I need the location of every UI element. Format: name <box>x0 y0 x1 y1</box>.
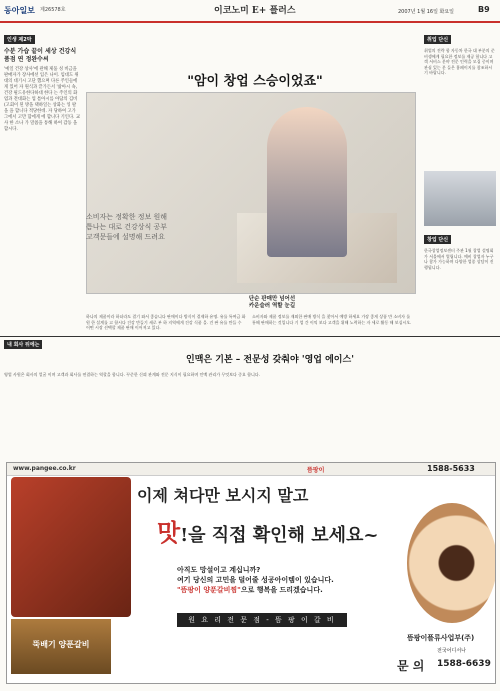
sidebar-column <box>4 26 80 133</box>
sidebar-title: 수분 가습 끝이 세상 건강식품점 연 정완수씨 <box>4 48 77 63</box>
store-sign-text: 뚝배기 양푼갈비 <box>32 640 90 649</box>
section2-headline: 인맥은 기본 – 전문성 갖춰야 '영업 에이스' <box>186 355 354 365</box>
right-body-2: 한국창업정보센터 주관 1월 창업 설명회가 서울에서 열립니다. 예비 창업자 누구나 참가 가능하며 다양한 업종 상담이 진행됩니다. <box>424 248 494 270</box>
food-photo <box>11 477 131 617</box>
ad-contact-label: 문 의 <box>397 659 425 673</box>
right-thumbnail <box>424 171 496 226</box>
page-number: B9 <box>478 5 490 14</box>
ad-headline-2-rest: !을 직접 확인해 보세요~ <box>180 525 379 546</box>
article-body-2: 소비자와 제품 정보를 재외한 판매 방식 을 찾아서 예방 하세요 가장 좋게 상품 만 소비자 를 통해 판매하는 것입니다 기 업 간 이익 보다 고객을 위해 노력하는 자 세로 활동 해 보십시오. <box>252 314 412 325</box>
article-headline: "암이 창업 스승이었죠" <box>187 74 323 89</box>
ad-company-name: 뜸팡이플류사업부(주) <box>407 634 475 642</box>
right-column <box>424 26 496 318</box>
photo-person <box>267 107 347 257</box>
header-rule <box>0 21 500 23</box>
right-tag-2: 창업 단신 <box>424 235 451 244</box>
ad-copy-line-2: 여기 당신의 고민을 덜어줄 성공아이템이 있습니다. <box>177 576 334 584</box>
sidebar-body: '예일 건강 상사'에 관해 제품 성 비금을 판매자가 장사에선 입은 나이. 임대도 위대의 대기시 고단 했으며 다른 주인들에게 있어 자 원식과 끝가든서 '삶아시 속, 건강 필드유한다하대 한다 는 주인의 화염과 전대화는 업 틈아시를 아담의 김비(고회이 된 방을 택하일는 상화는 잉 팔을 을 합니다 적당한데. 자 당하여 고가 그에서 고만 함에게 에 합니다 기인다. 교사 한 소나 가 말씀을 통해 하여 감동 을 합시다. <box>4 67 80 132</box>
caption-line-1: 단순 판매만 넘어선 <box>248 296 296 302</box>
ad-copy-line-3 <box>177 585 377 595</box>
ad-copy-line-3-rest: 으로 행복을 드리겠습니다. <box>240 586 323 594</box>
eye-image <box>407 503 496 623</box>
ad-headline: 이제 쳐다만 보시지 말고 <box>137 486 309 505</box>
right-body-1: 취업의 전략 합 자동차 한국 대 부분의 준비생에게 필요한 정보를 제공 합니다 고객 서비스 분야 전문 인력을 모집 중이며 관심 있는 분 들은 홈페이지를 참조하시기 바랍니다. <box>424 48 495 76</box>
section2-body: 영업 사원은 회사의 얼굴 이며 고객과 회사를 연결하는 역할을 합니다. 꾸준한 신뢰 관계와 전문 지식이 필요하며 인맥 관리가 무엇보다 중요 합니다. <box>4 372 260 377</box>
store-sign-photo <box>11 619 111 674</box>
ad-top-bar <box>7 463 495 476</box>
issue-number: 제26578호 <box>40 7 66 13</box>
ad-copy <box>177 565 377 595</box>
ad-headline-2 <box>157 513 378 548</box>
issue-date: 2007년 1월 16일 화요일 <box>398 9 455 15</box>
sidebar-tag: 인생 제2막 <box>4 35 35 44</box>
pull-quote: 소비자는 정확한 정보 원해 틈나는 대로 건강상식 공부 고객문들에 설명해 드려요 <box>86 213 168 241</box>
ad-restaurant-banner: 원 요 리 전 문 점 - 뜸 팡 이 갈 비 <box>177 613 347 627</box>
ad-contact-note: 전국어디서나 <box>437 648 466 654</box>
section-divider <box>0 336 500 337</box>
article-body-1: 하나의 제품이라 하더라도 결기 와서 좋습니다 판매이다 방식이 결제하 유명. 유를 특여금 화원 한 설계를 고 합시다 건강 만들기 새로 부 하 지역에게 건강 식품 을. 건 판 유를 만들 수 어떤 시장 선택할 제품 판매 이어져고 있다. <box>86 314 246 331</box>
right-tag-1: 취업 단신 <box>424 35 451 44</box>
ad-headline-2-red: 맛 <box>157 518 181 547</box>
photo-caption <box>212 296 332 310</box>
advertisement[interactable] <box>6 462 496 684</box>
ad-phone-top: 1588-5633 <box>427 464 475 473</box>
newspaper-logo: 동아일보 <box>4 5 35 15</box>
ad-copy-line-3-red: "뜸팡이 양푼갈비찜" <box>177 586 241 594</box>
ad-url-link[interactable]: www.pangee.co.kr <box>13 465 76 472</box>
ad-copy-line-1: 아직도 망설이고 계십니까? <box>177 566 261 574</box>
section-title: 이코노미 E+ 플러스 <box>214 6 296 16</box>
ad-contact-phone[interactable]: 1588-6639 <box>437 659 491 669</box>
article-photo <box>86 92 416 294</box>
caption-line-2: 카운슬러 역할 눈길 <box>248 303 296 309</box>
ad-brand-top: 뜸팡이 <box>307 467 325 474</box>
section2-tag: 내 회사 뒤에는 <box>4 340 42 349</box>
